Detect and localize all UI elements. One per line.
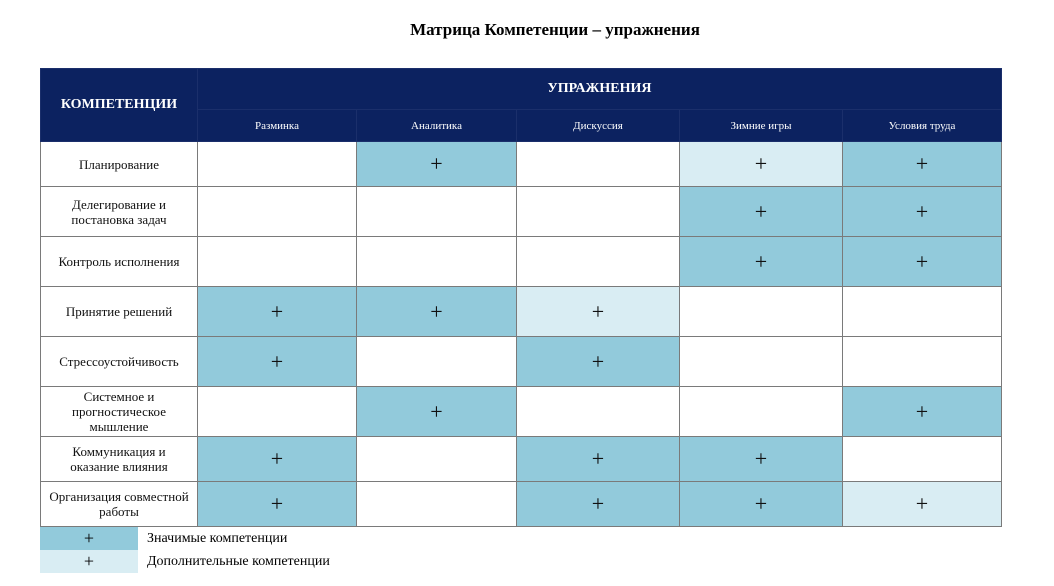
legend-swatch-significant: + [40,527,138,550]
page-title: Матрица Компетенции – упражнения [410,20,700,39]
significant-cell: + [680,237,843,287]
table-row [41,237,1002,287]
significant-cell: + [843,142,1002,187]
empty-cell [198,387,357,437]
column-header: Разминка [198,110,357,142]
competency-name: Контроль исполнения [41,237,198,287]
table-row [41,437,1002,482]
competency-name: Коммуникация и оказание влияния [41,437,198,482]
legend [40,527,330,573]
table-row [41,337,1002,387]
competency-name: Принятие решений [41,287,198,337]
empty-cell [198,237,357,287]
empty-cell [517,237,680,287]
empty-cell [517,187,680,237]
significant-cell: + [198,337,357,387]
empty-cell [198,187,357,237]
competency-name: Делегирование и постановка задач [41,187,198,237]
significant-cell: + [680,482,843,527]
empty-cell [357,437,517,482]
empty-cell [357,482,517,527]
column-header: Зимние игры [680,110,843,142]
significant-cell: + [843,387,1002,437]
additional-cell: + [517,287,680,337]
competency-name: Стрессоустойчивость [41,337,198,387]
significant-cell: + [517,482,680,527]
competency-matrix [40,68,1002,527]
significant-cell: + [517,337,680,387]
empty-cell [843,287,1002,337]
column-header: Аналитика [357,110,517,142]
legend-additional [40,550,330,573]
table-row [41,287,1002,337]
legend-label: Дополнительные компетенции [147,553,330,569]
empty-cell [517,142,680,187]
legend-swatch-additional: + [40,550,138,573]
significant-cell: + [843,237,1002,287]
significant-cell: + [680,437,843,482]
empty-cell [680,337,843,387]
empty-cell [680,287,843,337]
empty-cell [357,237,517,287]
table-row [41,387,1002,437]
significant-cell: + [198,287,357,337]
additional-cell: + [843,482,1002,527]
competency-name: Системное и прогностическое мышление [41,387,198,437]
significant-cell: + [517,437,680,482]
significant-cell: + [198,437,357,482]
significant-cell: + [843,187,1002,237]
column-header: Условия труда [843,110,1002,142]
empty-cell [843,437,1002,482]
legend-significant [40,527,330,550]
empty-cell [517,387,680,437]
significant-cell: + [357,387,517,437]
significant-cell: + [680,187,843,237]
empty-cell [198,142,357,187]
empty-cell [357,337,517,387]
column-header: Дискуссия [517,110,680,142]
empty-cell [843,337,1002,387]
competencies-header: КОМПЕТЕНЦИИ [41,69,198,142]
legend-label: Значимые компетенции [147,530,288,546]
significant-cell: + [357,287,517,337]
significant-cell: + [357,142,517,187]
competency-name: Планирование [41,142,198,187]
table-row [41,187,1002,237]
empty-cell [357,187,517,237]
table-row [41,142,1002,187]
significant-cell: + [198,482,357,527]
table-row [41,482,1002,527]
empty-cell [680,387,843,437]
additional-cell: + [680,142,843,187]
competency-name: Организация совместной работы [41,482,198,527]
exercises-header: УПРАЖНЕНИЯ [198,69,1002,110]
